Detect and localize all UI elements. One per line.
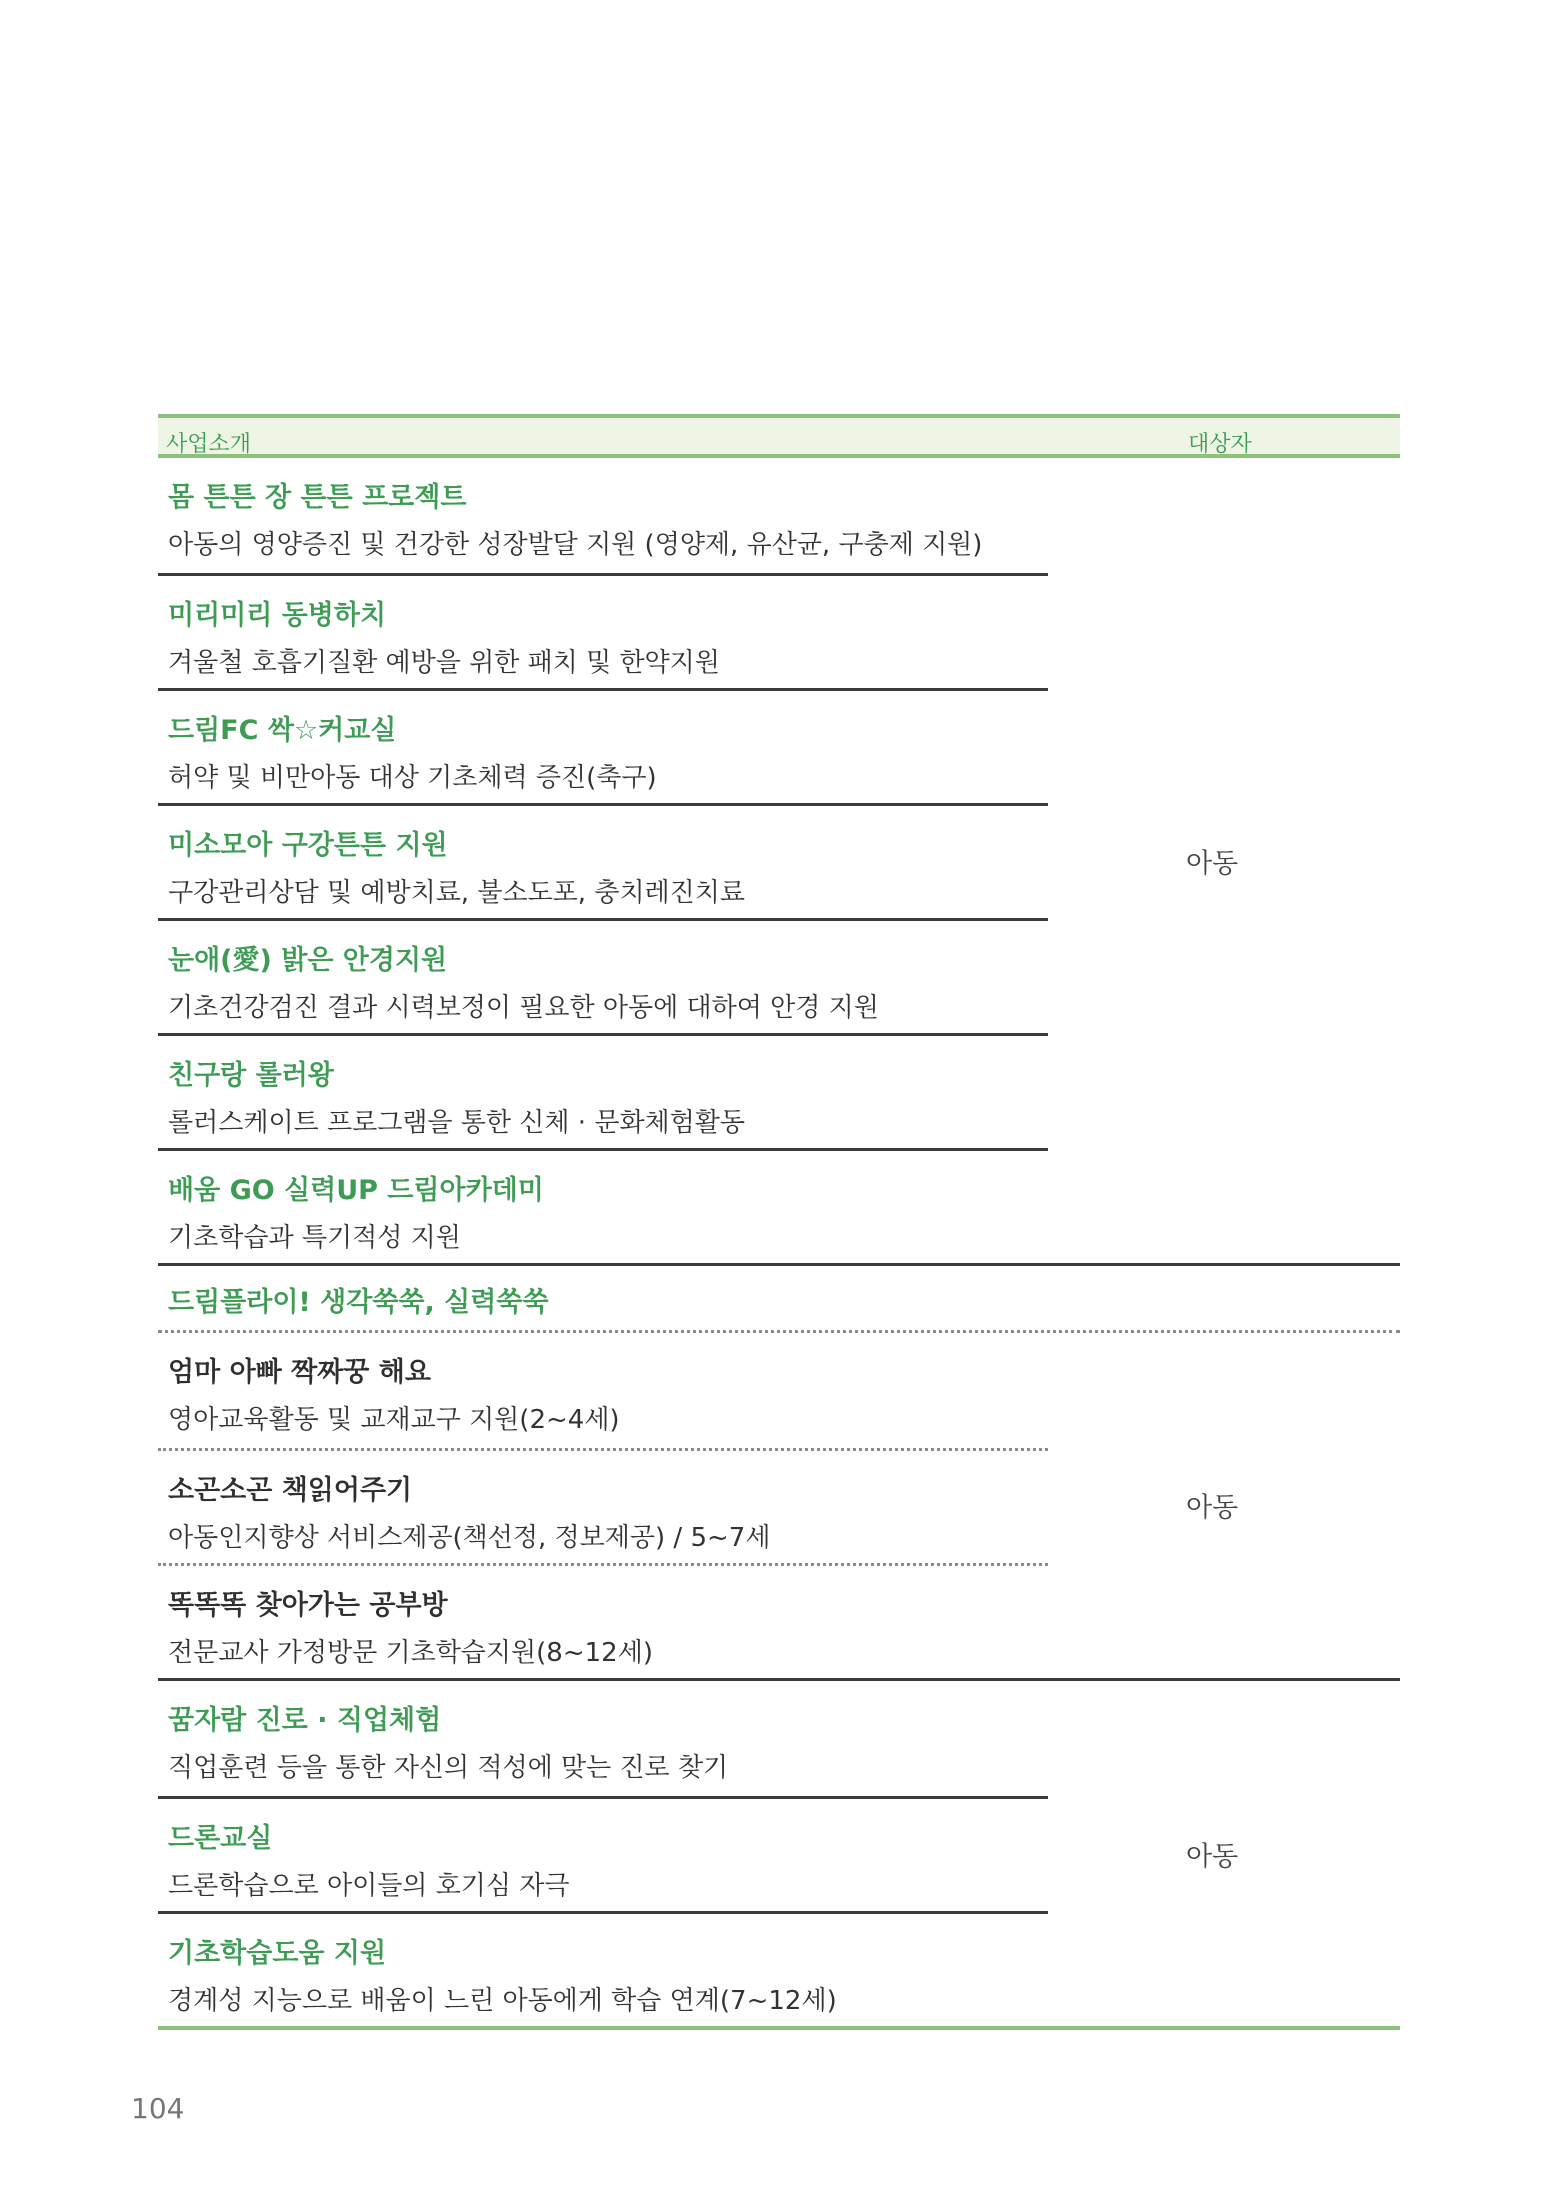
program-description: 아동인지향상 서비스제공(책선정, 정보제공) / 5~7세	[168, 1523, 771, 1553]
program-description: 기초학습과 특기적성 지원	[168, 1223, 461, 1253]
program-description: 직업훈련 등을 통한 자신의 적성에 맞는 진로 찾기	[168, 1753, 729, 1783]
program-item	[158, 458, 1048, 573]
target-cell: 아동	[1186, 848, 1239, 879]
program-item	[158, 803, 1048, 918]
program-title: 배움 GO 실력UP 드림아카데미	[168, 1175, 544, 1206]
program-item	[158, 1448, 1048, 1563]
table-header	[158, 414, 1400, 458]
program-group-3	[158, 1678, 1400, 2030]
program-list	[158, 458, 1048, 1263]
target-cell: 아동	[1186, 1841, 1239, 1872]
program-title: 소곤소곤 책읽어주기	[168, 1475, 413, 1506]
program-item	[158, 1911, 1048, 2026]
program-title: 드론교실	[168, 1823, 273, 1854]
group-subheading: 드림플라이! 생각쑥쑥, 실력쑥쑥	[158, 1266, 1400, 1333]
program-description: 허약 및 비만아동 대상 기초체력 증진(축구)	[168, 763, 657, 793]
program-description: 영아교육활동 및 교재교구 지원(2~4세)	[168, 1405, 620, 1435]
header-program: 사업소개	[166, 432, 252, 457]
program-title: 드림FC 싹☆커교실	[168, 715, 397, 746]
program-item	[158, 1333, 1048, 1448]
program-table	[158, 414, 1400, 2030]
program-title: 꿈자람 진로 · 직업체험	[168, 1705, 442, 1736]
program-title: 미리미리 동병하치	[168, 600, 387, 631]
program-group-2	[158, 1263, 1400, 1678]
program-description: 경계성 지능으로 배움이 느린 아동에게 학습 연계(7~12세)	[168, 1986, 837, 2016]
program-item	[158, 1563, 1048, 1678]
program-title: 엄마 아빠 짝짜꿍 해요	[168, 1357, 431, 1388]
program-title: 친구랑 롤러왕	[168, 1060, 334, 1091]
program-item	[158, 1033, 1048, 1148]
target-cell: 아동	[1186, 1492, 1239, 1524]
program-description: 롤러스케이트 프로그램을 통한 신체 · 문화체험활동	[168, 1108, 746, 1138]
program-title: 기초학습도움 지원	[168, 1938, 387, 1969]
program-item	[158, 1148, 1048, 1263]
program-item	[158, 573, 1048, 688]
program-description: 전문교사 가정방문 기초학습지원(8~12세)	[168, 1638, 653, 1668]
header-target: 대상자	[1188, 432, 1252, 457]
program-description: 드론학습으로 아이들의 호기심 자극	[168, 1871, 570, 1901]
program-description: 겨울철 호흡기질환 예방을 위한 패치 및 한약지원	[168, 648, 720, 678]
program-title: 똑똑똑 찾아가는 공부방	[168, 1590, 448, 1621]
program-title: 몸 튼튼 장 튼튼 프로젝트	[168, 482, 467, 513]
page-number: 104	[131, 2092, 185, 2125]
program-description: 아동의 영양증진 및 건강한 성장발달 지원 (영양제, 유산균, 구충제 지원)	[168, 530, 983, 560]
program-item	[158, 688, 1048, 803]
program-item	[158, 1796, 1048, 1911]
program-description: 기초건강검진 결과 시력보정이 필요한 아동에 대하여 안경 지원	[168, 993, 879, 1023]
program-description: 구강관리상담 및 예방치료, 불소도포, 충치레진치료	[168, 878, 746, 908]
program-title: 눈애(愛) 밝은 안경지원	[168, 945, 448, 976]
program-group-1	[158, 458, 1400, 1263]
program-item	[158, 918, 1048, 1033]
program-title: 미소모아 구강튼튼 지원	[168, 830, 448, 861]
program-list	[158, 1333, 1048, 1678]
program-list	[158, 1681, 1048, 2026]
program-item	[158, 1681, 1048, 1796]
